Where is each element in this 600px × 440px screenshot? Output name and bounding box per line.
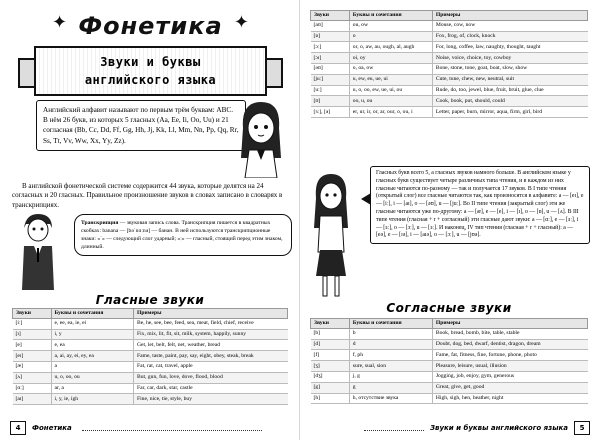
column-header: Буквы и сочетания — [349, 319, 432, 329]
table-cell: o — [349, 31, 432, 42]
table-row — [311, 350, 588, 361]
table-cell: [ɪ] — [13, 329, 52, 340]
page-number: 4 — [10, 421, 26, 435]
table-cell: But, gun, fun, love, dove, flood, blood — [134, 372, 288, 383]
table-row — [13, 361, 288, 372]
table-cell: For, long, coffee, law, naughty, thought, taught — [432, 42, 587, 53]
table-row — [311, 371, 588, 382]
table-row — [311, 20, 588, 31]
table-cell: [ɜː], [ə] — [311, 107, 350, 118]
table-cell: [aʊ] — [311, 20, 350, 31]
table-cell: a, ai, ay, ei, ey, ea — [51, 351, 134, 362]
table-row — [311, 63, 588, 74]
table-cell: [uː] — [311, 85, 350, 96]
table-cell: sure, sual, sion — [349, 361, 432, 372]
table-cell: Fame, fat, fitness, fine, fortune, phone, photo — [432, 350, 587, 361]
table-cell: Letter, paper, burn, mirror, aqua, firm, girl, bird — [432, 107, 587, 118]
table-cell: Fix, mix, lit, fit, sit, milk, system, happily, sunny — [134, 329, 288, 340]
table-cell: Great, give, get, good — [432, 382, 587, 393]
table-row — [13, 351, 288, 362]
page-number: 5 — [574, 421, 590, 435]
table-row — [13, 394, 288, 405]
table-cell: Noise, voice, choice, toy, cowboy — [432, 53, 587, 64]
table-cell: [b] — [311, 328, 350, 339]
title-block — [12, 8, 289, 44]
table-row — [311, 361, 588, 372]
table-cell: Cute, tune, chew, new, neutral, suit — [432, 74, 587, 85]
vowel-reading-types-box: Гласных букв всего 5, а гласных звуков намного больше. В английском языке у гласных букв существует четыре различных типа чтения, и в каждом из них гласные читаются по-разному — так и получается 17 звуков. В I типе чтения (открытый слог) все гласные читаются так, как произносятся в алфавите: a — [eɪ], e — [iː], i — [aɪ], o — [əʊ], u — [juː]. Во II типе чтения (закрытый слог) эти же гласные читаются уже по-другому: a — [æ], e — [e], i — [ɪ], o — [ɒ], u — [ʌ]. В III типе чтения (гласная + r + согласный) эти гласные дают звуки: a — [ɑː], e — [ɜː], i — [ɜː], o — [ɔː], u — [ɜː]. И наконец, IV тип чтения (гласная + r + гласный): a — [eə], e — [ɪə], i — [aɪə], o — [ɔː], u — [jʊə]. — [370, 166, 590, 244]
table-row — [13, 329, 288, 340]
table-row — [311, 107, 588, 118]
table-cell: Book, bread, bomb, bite, table, stable — [432, 328, 587, 339]
table-cell: Far, car, dark, star, castle — [134, 383, 288, 394]
table-cell: [əʊ] — [311, 63, 350, 74]
table-cell: [f] — [311, 350, 350, 361]
table-cell: [dʒ] — [311, 371, 350, 382]
table-row — [13, 383, 288, 394]
table-cell: g — [349, 382, 432, 393]
table-cell: Fine, nice, tie, style, buy — [134, 394, 288, 405]
table-cell: Mouse, cow, now — [432, 20, 587, 31]
table-row — [13, 318, 288, 329]
banner-line-1: Звуки и буквы — [100, 55, 201, 69]
girl-illustration — [231, 98, 289, 178]
table-row — [311, 382, 588, 393]
table-cell: [aɪ] — [13, 394, 52, 405]
column-header: Звуки — [311, 319, 350, 329]
column-header: Примеры — [134, 309, 288, 319]
table-cell: or, o, aw, au, ough, al, augh — [349, 42, 432, 53]
table-cell: ou, ow — [349, 20, 432, 31]
table-cell: [juː] — [311, 74, 350, 85]
table-cell: Cook, book, put, should, could — [432, 96, 587, 107]
table-cell: b — [349, 328, 432, 339]
table-cell: High, sigh, hen, heather, night — [432, 393, 587, 404]
table-row — [13, 372, 288, 383]
alphabet-speech-box: Английский алфавит называют по первым трём буквам: ABC. В нём 26 букв, из которых 5 гласных (Aa, Ee, Ii, Oo, Uu) и 21 согласная (Bb, Cc, Dd, Ff, Gg, Hh, Jj, Kk, Ll, Mm, Nn, Pp, Qq, Rr, Ss, Tt, Vv, Ww, Xx, Yy, Zz). — [36, 100, 246, 151]
consonants-title: Согласные звуки — [386, 301, 512, 315]
footer-ornament — [364, 426, 424, 431]
table-cell: [d] — [311, 339, 350, 350]
table-cell: Doubt, dog, bed, dwarf, dentist, dragon, dream — [432, 339, 587, 350]
table-cell: j, g — [349, 371, 432, 382]
table-cell: Be, he, see, bee, feed, sea, meat, field, chief, receive — [134, 318, 288, 329]
table-cell: Fox, frog, of, clock, knock — [432, 31, 587, 42]
table-cell: [ɑː] — [13, 383, 52, 394]
banner-line-2: английского языка — [84, 73, 217, 87]
column-header: Примеры — [432, 11, 587, 21]
table-cell: [ʊ] — [311, 96, 350, 107]
table-row — [311, 31, 588, 42]
table-cell: h, отсутствие звука — [349, 393, 432, 404]
column-header: Звуки — [13, 309, 52, 319]
table-cell: [iː] — [13, 318, 52, 329]
page-title: Фонетика — [78, 12, 223, 40]
table-cell: Get, let, belt, felt, net, weather, bread — [134, 340, 288, 351]
table-row — [311, 53, 588, 64]
table-cell: Fat, rat, cat, travel, apple — [134, 361, 288, 372]
table-row — [311, 393, 588, 404]
column-header: Звуки — [311, 11, 350, 21]
sparkle-icon: ✦ — [52, 12, 68, 33]
table-cell: [g] — [311, 382, 350, 393]
footer-ornament — [82, 426, 262, 431]
table-cell: [ʒ] — [311, 361, 350, 372]
table-cell: [ɔɪ] — [311, 53, 350, 64]
table-cell: [ɒ] — [311, 31, 350, 42]
table-cell: [eɪ] — [13, 351, 52, 362]
table-row — [311, 339, 588, 350]
transcription-term: Транскрипция — [81, 220, 119, 226]
table-cell: [e] — [13, 340, 52, 351]
column-header: Буквы и сочетания — [51, 309, 134, 319]
table-cell: Bone, stone, tone, goat, boat, slow, show — [432, 63, 587, 74]
left-footer — [10, 422, 262, 434]
consonants-section — [310, 318, 588, 404]
transcription-note — [74, 214, 292, 256]
phonetics-paragraph: В английской фонетической системе содержится 44 звука, которые делятся на 24 согласных и 20 гласных. Правильное произношение звуков в словах записано в словарях в транскрипциях. — [12, 182, 283, 209]
table-row — [311, 42, 588, 53]
table-cell: u, ew, eu, ue, ui — [349, 74, 432, 85]
table-cell: oo, u, ou — [349, 96, 432, 107]
consonants-table — [310, 318, 588, 404]
table-cell: o, oa, ow — [349, 63, 432, 74]
table-cell: [ʌ] — [13, 372, 52, 383]
table-row — [311, 85, 588, 96]
table-row — [13, 340, 288, 351]
table-cell: [æ] — [13, 361, 52, 372]
table-row — [311, 328, 588, 339]
right-page — [300, 0, 600, 440]
table-cell: oi, oy — [349, 53, 432, 64]
table-cell: [ɔː] — [311, 42, 350, 53]
table-cell: Jogging, job, enjoy, gym, generous — [432, 371, 587, 382]
table-cell: ar, a — [51, 383, 134, 394]
table-cell: a — [51, 361, 134, 372]
section-banner — [34, 46, 267, 96]
boy-illustration — [14, 212, 62, 290]
vowels-table — [12, 308, 288, 405]
table-cell: [h] — [311, 393, 350, 404]
right-footer — [360, 422, 590, 434]
table-cell: f, ph — [349, 350, 432, 361]
vowels-table-continued — [310, 10, 588, 118]
table-cell: e, ea — [51, 340, 134, 351]
transcription-text: — звуковая запись слова. Транскрипция пишется в квадратных скобках: banana — [bəˈnɑːnə] — банан. В ней используются транскрипционные знаки: «ˈ» — следующий слог ударный; «ː» — гласный, стоящий перед этим знаком, длинный. — [81, 220, 283, 250]
table-cell: Rude, do, too, jewel, blue, fruit, bruit, glue, clue — [432, 85, 587, 96]
table-cell: Fame, taste, paint, pay, say, eight, obey, steak, break — [134, 351, 288, 362]
footer-title: Звуки и буквы английского языка — [430, 424, 568, 432]
table-row — [311, 74, 588, 85]
sparkle-icon: ✦ — [233, 12, 249, 33]
footer-title: Фонетика — [32, 424, 72, 432]
table-cell: e, ee, ea, ie, ei — [51, 318, 134, 329]
vowels-title: Гласные звуки — [95, 293, 205, 307]
column-header: Буквы и сочетания — [349, 11, 432, 21]
vowels-section — [12, 292, 288, 405]
column-header: Примеры — [432, 319, 587, 329]
table-cell: u, o, oo, ew, ue, ui, ou — [349, 85, 432, 96]
table-cell: i, y — [51, 329, 134, 340]
table-cell: Pleasure, leisure, usual, illusion — [432, 361, 587, 372]
table-row — [311, 96, 588, 107]
schoolgirl-illustration — [308, 172, 354, 300]
table-cell: er, ur, ir, or, ar, our, o, ou, i — [349, 107, 432, 118]
table-cell: d — [349, 339, 432, 350]
table-cell: i, y, ie, igh — [51, 394, 134, 405]
table-cell: u, o, oo, ou — [51, 372, 134, 383]
